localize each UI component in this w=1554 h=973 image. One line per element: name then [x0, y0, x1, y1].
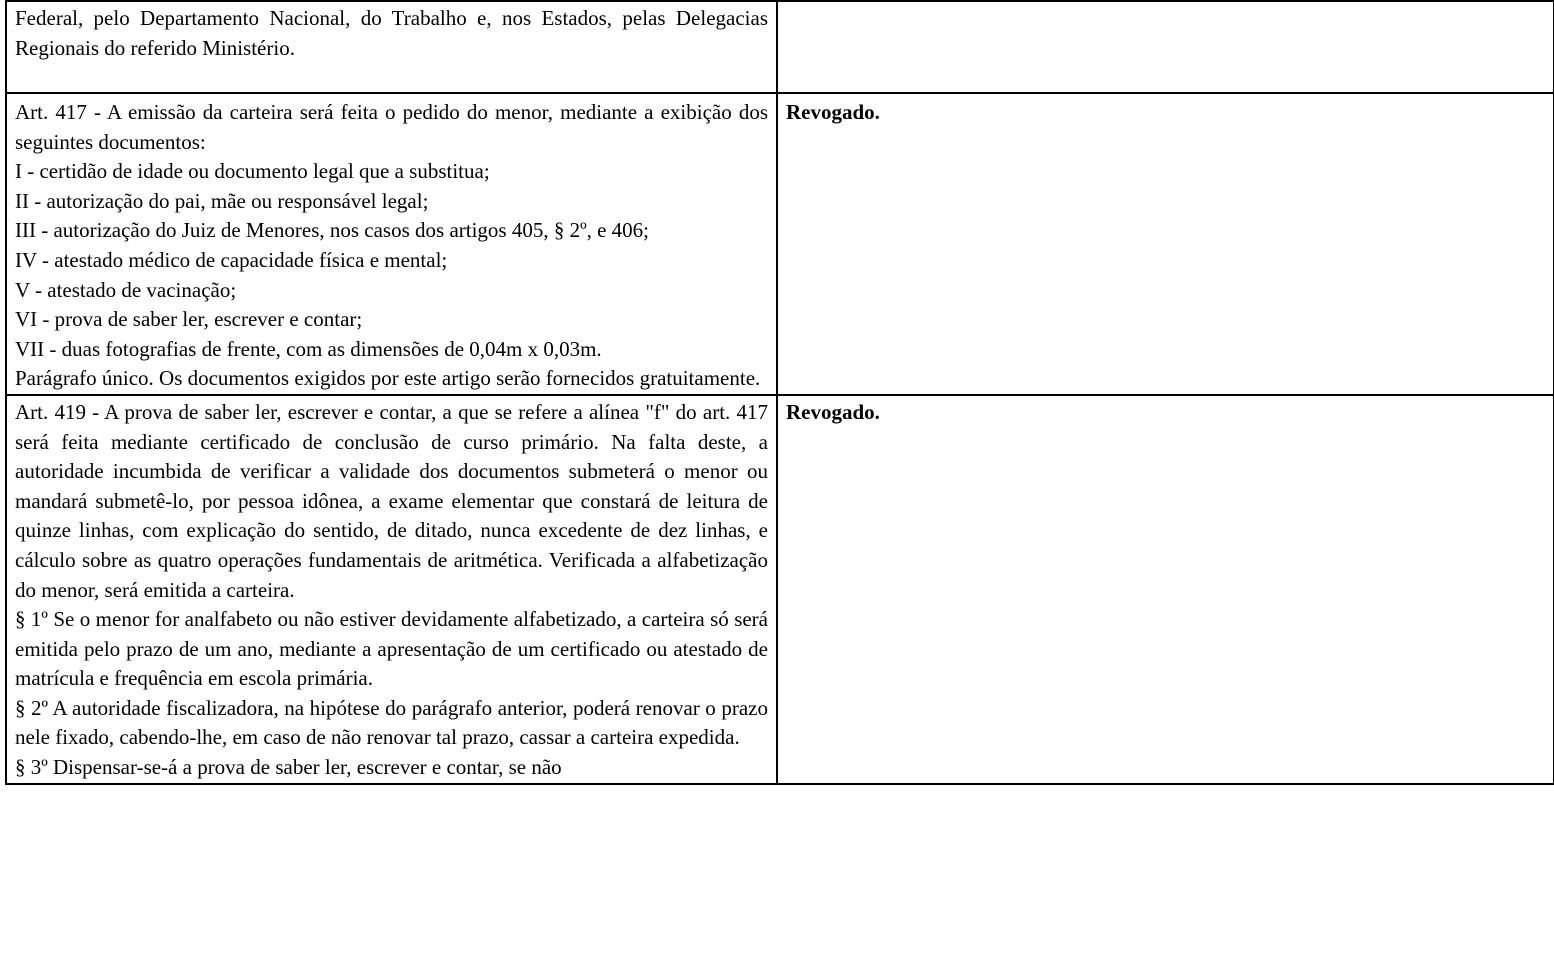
original-text-cell [6, 93, 777, 395]
paragraph: VI - prova de saber ler, escrever e contar; [15, 307, 363, 332]
paragraph: IV - atestado médico de capacidade física e mental; [15, 247, 448, 272]
comparison-table [5, 0, 1554, 785]
table-row [6, 395, 1554, 784]
table-row [6, 1, 1554, 93]
paragraph: § 1º Se o menor for analfabeto ou não estiver devidamente alfabetizado, a carteira só será emitida pelo prazo de um ano, mediante a apresentação de um certificado ou atestado de matrícula e frequência em escola primária. [15, 607, 768, 691]
original-text-cell [6, 395, 777, 784]
paragraph: VII - duas fotografias de frente, com as dimensões de 0,04m x 0,03m. [15, 336, 602, 361]
revision-status: Revogado. [786, 100, 880, 124]
table-row [6, 93, 1554, 395]
revision-cell [777, 395, 1554, 784]
paragraph: V - atestado de vacinação; [15, 277, 237, 302]
paragraph: Art. 419 - A prova de saber ler, escrever e contar, a que se refere a alínea "f" do art. 417 será feita mediante certificado de conclusão de curso primário. Na falta deste, a autoridade incumbida de verificar a validade dos documentos submeterá o menor ou mandará submetê-lo, por pessoa idônea, a exame elementar que constará de leitura de quinze linhas, com explicação do sentido, de ditado, nunca excedente de dez linhas, e cálculo sobre as quatro operações fundamentais de aritmética. Verificada a alfabetização do menor, será emitida a carteira. [15, 399, 768, 602]
revision-cell [777, 1, 1554, 93]
revision-status: Revogado. [786, 399, 880, 424]
paragraph: III - autorização do Juiz de Menores, nos casos dos artigos 405, § 2º, e 406; [15, 218, 650, 243]
paragraph: I - certidão de idade ou documento legal que a substitua; [15, 159, 490, 184]
paragraph: Federal, pelo Departamento Nacional, do Trabalho e, nos Estados, pelas Delegacias Regionais do referido Ministério. [15, 6, 768, 60]
paragraph: II - autorização do pai, mãe ou responsável legal; [15, 188, 429, 213]
revision-cell [777, 93, 1554, 395]
paragraph: Art. 417 - A emissão da carteira será feita o pedido do menor, mediante a exibição dos seguintes documentos: [15, 100, 768, 154]
original-text-cell [6, 1, 777, 93]
paragraph: § 2º A autoridade fiscalizadora, na hipótese do parágrafo anterior, poderá renovar o prazo nele fixado, cabendo-lhe, em caso de não renovar tal prazo, cassar a carteira expedida. [15, 695, 768, 750]
paragraph: Parágrafo único. Os documentos exigidos por este artigo serão fornecidos gratuitamente. [15, 366, 761, 391]
paragraph: § 3º Dispensar-se-á a prova de saber ler, escrever e contar, se não [15, 755, 562, 780]
